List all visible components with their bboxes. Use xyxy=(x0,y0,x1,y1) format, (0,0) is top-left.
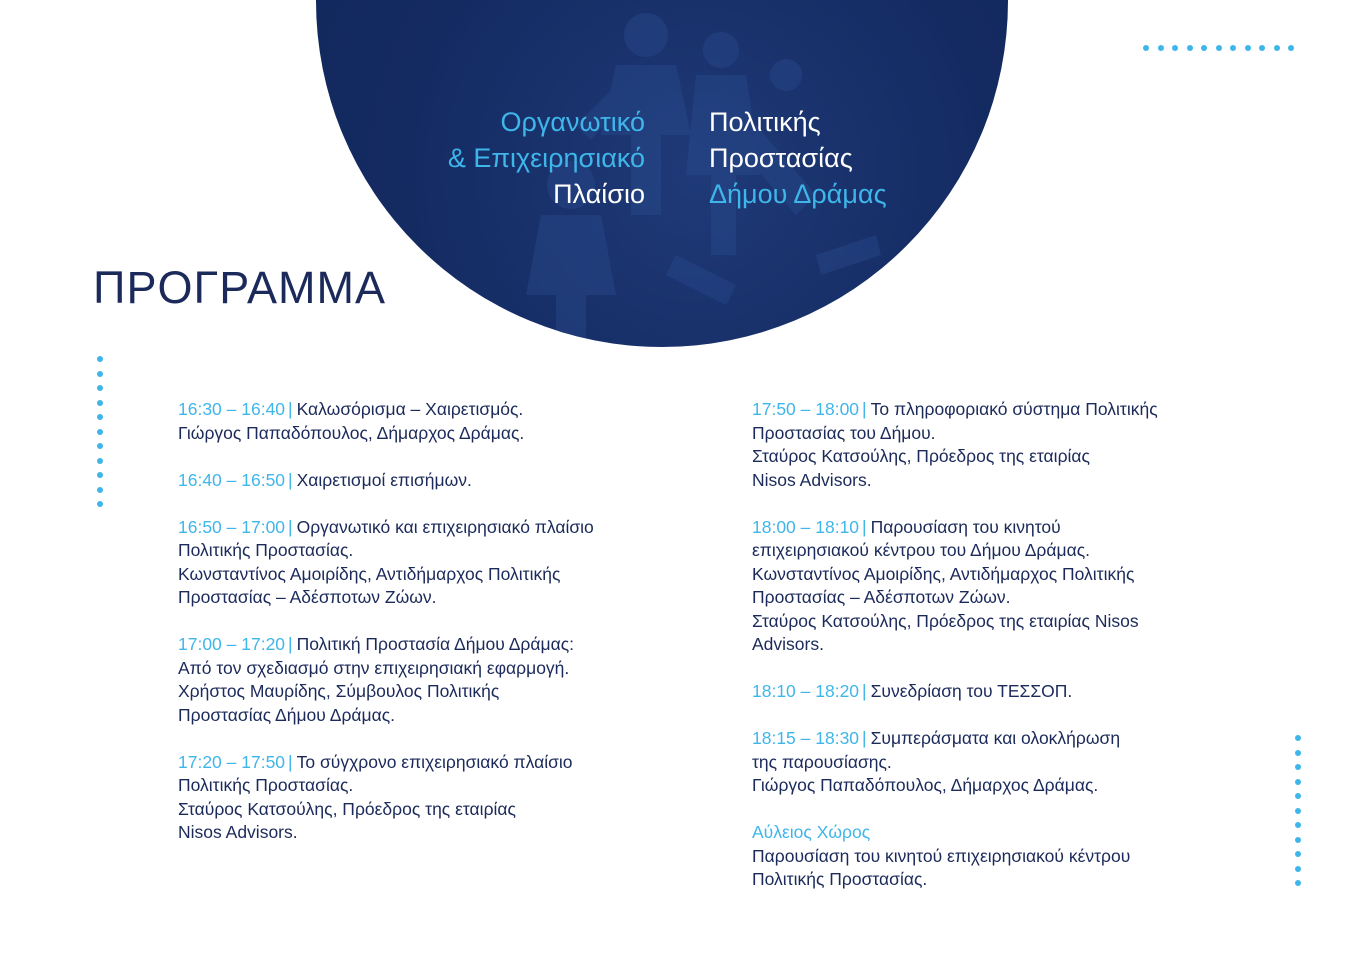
program-item-line: Σταύρος Κατσούλης, Πρόεδρος της εταιρίας xyxy=(752,446,1090,466)
header-title-left xyxy=(448,104,645,212)
program-item-line: Γιώργος Παπαδόπουλος, Δήμαρχος Δράμας. xyxy=(752,775,1099,795)
program-item-line: Προστασίας – Αδέσποτων Ζώων. xyxy=(178,587,437,607)
program-item-heading xyxy=(752,516,1222,540)
program-item-time: 17:20 – 17:50 xyxy=(178,751,286,772)
separator: | xyxy=(288,399,293,419)
program-item-title: Συνεδρίαση του ΤΕΣΣΟΠ. xyxy=(870,681,1073,701)
program-item-line: της παρουσίασης. xyxy=(752,751,892,772)
program-item xyxy=(752,821,1222,892)
dot xyxy=(1201,45,1207,51)
dot xyxy=(97,501,103,507)
program-item-heading xyxy=(178,633,648,657)
separator: | xyxy=(288,751,293,772)
dot xyxy=(1295,779,1301,785)
dot xyxy=(97,356,103,362)
program-item xyxy=(178,751,648,845)
dot xyxy=(1295,808,1301,814)
program-item-line: Προστασίας Δήμου Δράμας. xyxy=(178,704,396,725)
dot xyxy=(1288,45,1294,51)
separator: | xyxy=(862,681,867,701)
program-item-heading xyxy=(752,727,1222,751)
program-item-line: Προστασίας του Δήμου. xyxy=(752,422,936,443)
dot xyxy=(1216,45,1222,51)
program-item-heading xyxy=(178,516,648,540)
separator: | xyxy=(862,399,867,419)
program-item-line: Από τον σχεδιασμό στην επιχειρησιακή εφαρμογή. xyxy=(178,657,570,678)
program-item-time: 17:00 – 17:20 xyxy=(178,634,286,654)
program-item-title: Χαιρετισμοί επισήμων. xyxy=(296,469,472,490)
program-column-left xyxy=(178,398,648,868)
dot xyxy=(1187,45,1193,51)
program-item-heading xyxy=(752,680,1222,704)
separator: | xyxy=(288,469,293,490)
dot xyxy=(1295,750,1301,756)
program-item-title: Το σύγχρονο επιχειρησιακό πλαίσιο xyxy=(296,751,573,772)
dot xyxy=(97,458,103,464)
program-item-line: Σταύρος Κατσούλης, Πρόεδρος της εταιρίας Nisos xyxy=(752,610,1139,631)
separator: | xyxy=(288,516,293,537)
program-item-line: Χρήστος Μαυρίδης, Σύμβουλος Πολιτικής xyxy=(178,681,500,701)
program-item-line: Προστασίας – Αδέσποτων Ζώων. xyxy=(752,587,1011,607)
dot xyxy=(1295,880,1301,886)
program-item-time: 17:50 – 18:00 xyxy=(752,399,860,419)
header-title-left-line-2: & Επιχειρησιακό xyxy=(447,143,645,173)
program-item-time: 16:30 – 16:40 xyxy=(178,399,286,419)
dot xyxy=(97,429,103,435)
dotted-line-top-right xyxy=(1143,45,1303,51)
program-item xyxy=(752,516,1222,657)
program-item-time: Αύλειος Χώρος xyxy=(752,822,871,842)
dotted-line-bottom-right xyxy=(1295,735,1301,895)
header-title-right xyxy=(709,104,887,212)
program-item-title: Καλωσόρισμα – Χαιρετισμός. xyxy=(296,399,524,419)
page-heading: ΠΡΟΓΡΑΜΜΑ xyxy=(93,262,386,313)
program-item xyxy=(752,727,1222,798)
separator: | xyxy=(862,516,867,537)
program-item-heading xyxy=(752,398,1222,422)
dot xyxy=(1295,866,1301,872)
program-item-time: 18:00 – 18:10 xyxy=(752,516,860,537)
program-item-line: Nisos Advisors. xyxy=(752,469,872,490)
program-item-title: Παρουσίαση του κινητού xyxy=(870,516,1061,537)
program-item-title: Οργανωτικό και επιχειρησιακό πλαίσιο xyxy=(296,516,594,537)
program-item xyxy=(178,516,648,610)
program-column-right xyxy=(752,398,1222,915)
program-item-time: 16:40 – 16:50 xyxy=(178,469,286,490)
program-item-line: Κωνσταντίνος Αμοιρίδης, Αντιδήμαρχος Πολιτικής xyxy=(752,563,1135,584)
program-item xyxy=(752,398,1222,492)
program-item-line: Κωνσταντίνος Αμοιρίδης, Αντιδήμαρχος Πολιτικής xyxy=(178,563,561,584)
program-item-title: Το πληροφοριακό σύστημα Πολιτικής xyxy=(870,399,1158,419)
header-title-right-line-3: Δήμου Δράμας xyxy=(709,179,887,209)
header-title-right-line-2: Προστασίας xyxy=(709,143,853,173)
dot xyxy=(1172,45,1178,51)
separator: | xyxy=(288,634,293,654)
dot xyxy=(97,385,103,391)
separator: | xyxy=(862,728,867,748)
dot xyxy=(1230,45,1236,51)
dot xyxy=(1295,793,1301,799)
program-item-time: 16:50 – 17:00 xyxy=(178,516,286,537)
program-item-line: επιχειρησιακού κέντρου του Δήμου Δράμας. xyxy=(752,540,1090,560)
program-item-heading xyxy=(178,398,648,422)
dot xyxy=(1295,837,1301,843)
dot xyxy=(1295,735,1301,741)
paper-people-illustration xyxy=(316,0,1008,347)
dot xyxy=(1158,45,1164,51)
program-item-line: Πολιτικής Προστασίας. xyxy=(178,540,354,560)
dot xyxy=(97,443,103,449)
dotted-line-left xyxy=(97,356,103,516)
program-item xyxy=(752,680,1222,704)
program-item-line: Advisors. xyxy=(752,634,824,654)
dot xyxy=(97,472,103,478)
dot xyxy=(1295,822,1301,828)
program-item-heading xyxy=(752,821,1222,845)
program-item xyxy=(178,398,648,445)
program-item-title: Συμπεράσματα και ολοκλήρωση xyxy=(870,728,1121,748)
dot xyxy=(1274,45,1280,51)
header-circle xyxy=(316,0,1008,347)
program-item-line: Nisos Advisors. xyxy=(178,822,298,842)
program-item-time: 18:10 – 18:20 xyxy=(752,681,860,701)
program-item xyxy=(178,469,648,493)
program-item-line: Γιώργος Παπαδόπουλος, Δήμαρχος Δράμας. xyxy=(178,422,525,443)
program-item-time: 18:15 – 18:30 xyxy=(752,728,860,748)
program-item-line: Σταύρος Κατσούλης, Πρόεδρος της εταιρίας xyxy=(178,798,516,819)
dot xyxy=(97,371,103,377)
dot xyxy=(1295,851,1301,857)
dot xyxy=(1245,45,1251,51)
header-title-left-line-1: Οργανωτικό xyxy=(500,107,645,137)
dot xyxy=(97,487,103,493)
program-item-title: Πολιτική Προστασία Δήμου Δράμας: xyxy=(296,634,574,654)
dot xyxy=(1259,45,1265,51)
program-item-line: Πολιτικής Προστασίας. xyxy=(178,775,354,795)
program-item-heading xyxy=(178,469,648,493)
header-title-right-line-1: Πολιτικής xyxy=(709,107,821,137)
program-item-heading xyxy=(178,751,648,775)
dot xyxy=(97,414,103,420)
header-title-left-line-3: Πλαίσιο xyxy=(553,179,645,209)
program-item-line: Παρουσίαση του κινητού επιχειρησιακού κέντρου xyxy=(752,845,1131,866)
dot xyxy=(1295,764,1301,770)
dot xyxy=(1143,45,1149,51)
dot xyxy=(97,400,103,406)
program-item-line: Πολιτικής Προστασίας. xyxy=(752,869,928,889)
program-item xyxy=(178,633,648,727)
